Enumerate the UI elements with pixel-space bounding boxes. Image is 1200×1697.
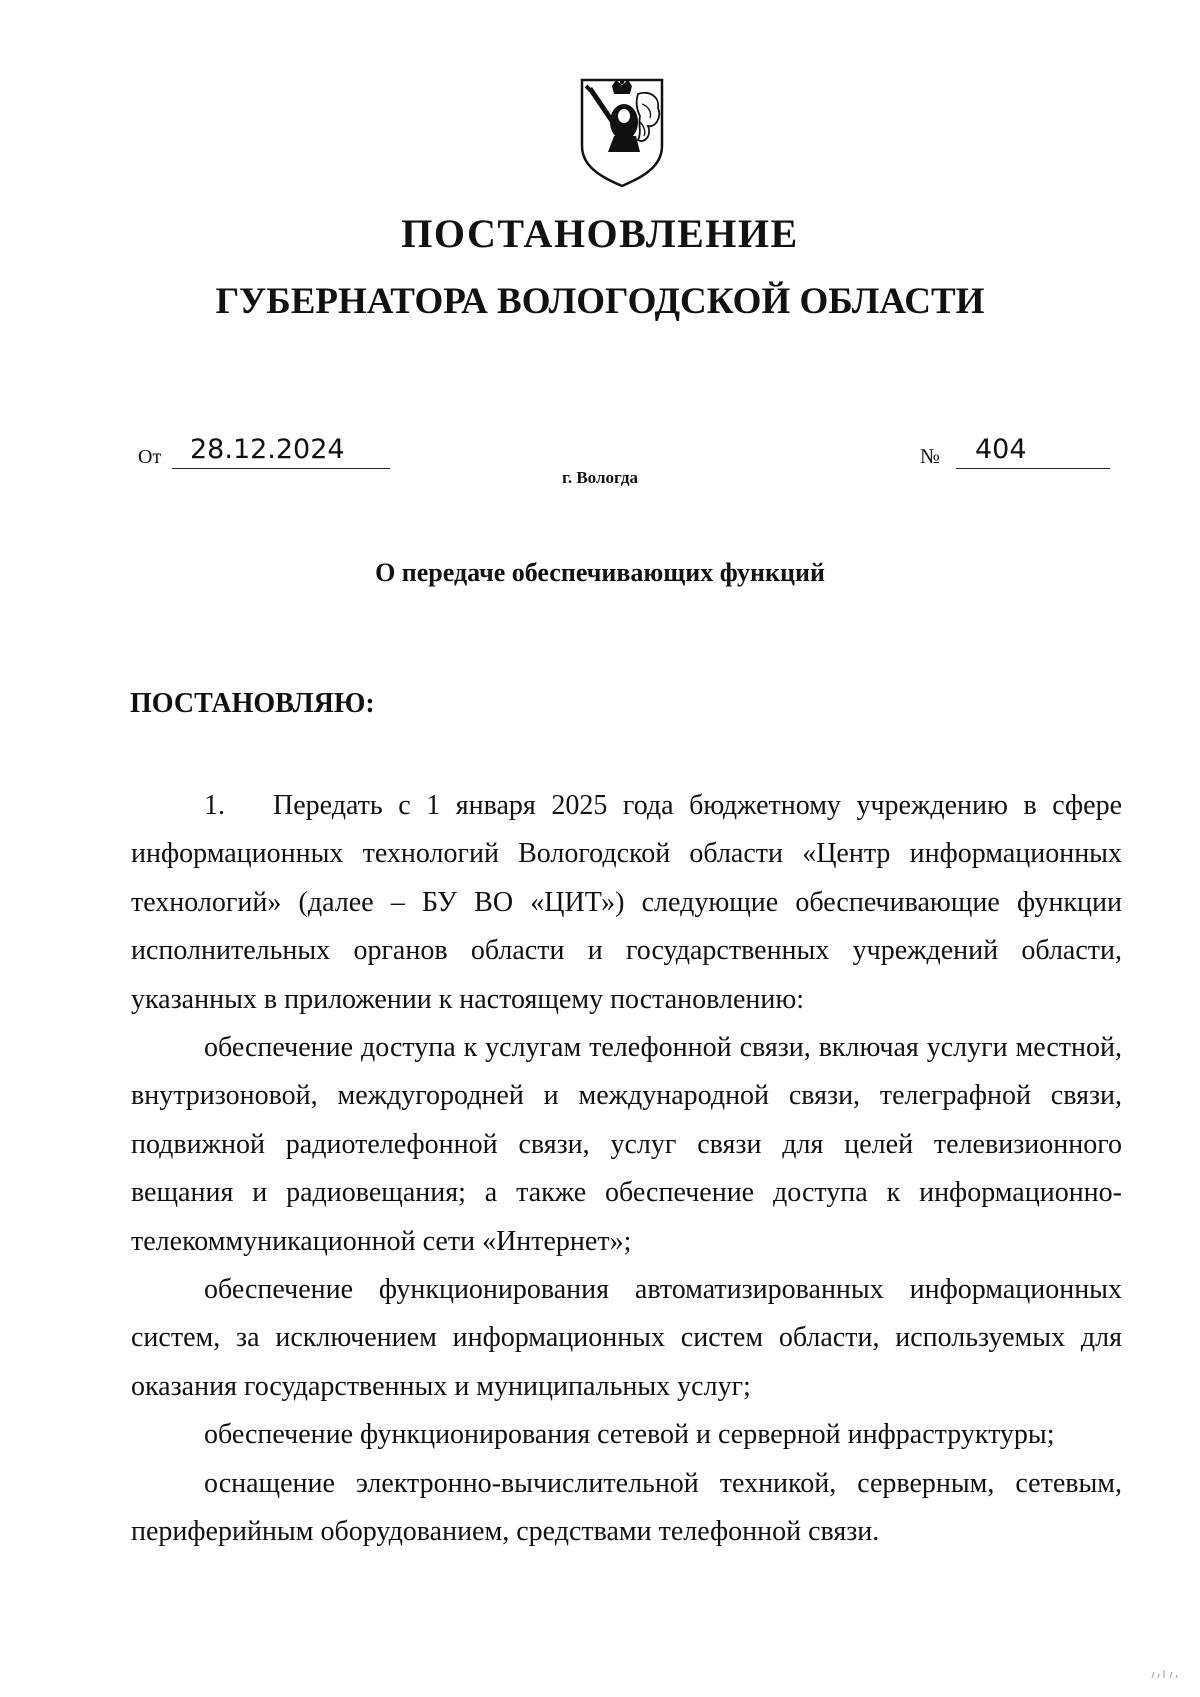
number-block [920,434,1110,470]
paragraph-item-1 [131,782,1122,1024]
item-text: Передать с 1 января 2025 года бюджетному учреждению в сфере информационных технологий Вологодской области «Центр информационных технологий» (далее – БУ ВО «ЦИТ») следующие обеспечивающие функции исполнительных органов области и государственных учреждений области, указанных в приложении к настоящему постановлению: [131,790,1122,1015]
paragraph-equipment: оснащение электронно-вычислительной техникой, серверным, сетевым, периферийным оборудованием, средствами телефонной связи. [131,1467,1122,1548]
decree-word: ПОСТАНОВЛЯЮ: [130,688,375,719]
city-label: г. Вологда [562,468,638,487]
document-date: 28.12.2024 [190,434,345,465]
paragraph-infrastructure: обеспечение функционирования сетевой и серверной инфраструктуры; [204,1419,1055,1451]
document-body [131,782,1122,1557]
document-issuer: ГУБЕРНАТОРА ВОЛОГОДСКОЙ ОБЛАСТИ [215,281,985,322]
number-prefix: № [920,444,941,468]
document-subject: О передаче обеспечивающих функций [375,558,825,587]
document-number: 404 [975,434,1027,465]
vologda-coat-of-arms-icon [578,76,666,190]
date-prefix: От [138,446,162,468]
paragraph-telephony: обеспечение доступа к услугам телефонной связи, включая услуги местной, внутризоновой, междугородней и международной связи, телеграфной связи, подвижной радиотелефонной связи, услуг связи для целей телевизионного вещания и радиовещания; а также обеспечение доступа к информационно-телекоммуникационной сети «Интернет»; [131,1032,1122,1257]
paragraph-information-systems: обеспечение функционирования автоматизированных информационных систем, за исключением информационных систем области, используемых для оказания государственных и муниципальных услуг; [131,1274,1122,1402]
number-underline [956,468,1110,469]
document-title: ПОСТАНОВЛЕНИЕ [401,211,799,256]
item-number: 1. [204,790,225,821]
scan-artifact-icon [1150,1660,1180,1680]
date-block [138,434,398,470]
